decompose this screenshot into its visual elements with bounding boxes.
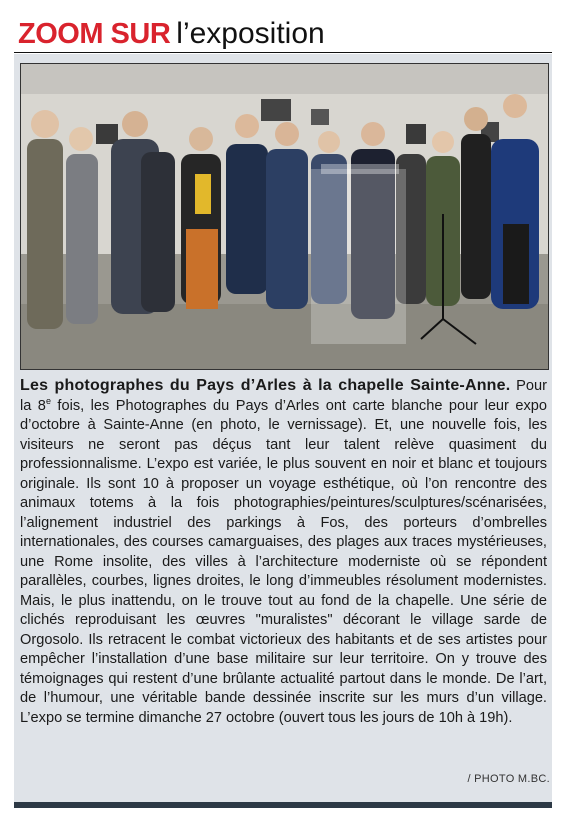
article-text: [20, 376, 547, 728]
section-kicker: ZOOM SUR: [18, 18, 171, 50]
group-photo-illustration: [21, 64, 548, 369]
photo-credit: / PHOTO M.BC.: [467, 773, 550, 785]
article-body: fois, les Photographes du Pays d’Arles ont carte blanche pour leur expo d’octobre à Sainte-Anne (en photo, le vernissage). Et, une nouvelle fois, les visiteurs ne seront pas déçus tant leur talent relève quasiment du professionnalisme. L’expo est variée, le plus souvent en noir et blanc et toujours originale. Ils sont 10 à proposer un voyage esthétique, où l’on rencontre des animaux totems à la fois photographies/peintures/sculptures/scénarisées, l’alignement industriel des parkings à Fos, des porteurs d’ombrelles internationales, des courses camarguaises, des plages aux traces mystérieuses, une Rome insolite, des villes à l’architecture moderniste où se répondent parallèles, courbes, lignes droites, le long d’immeubles résolument modernistes. Mais, le plus inattendu, on le trouve tout au fond de la chapelle. Une série de clichés reproduisant les œuvres "muralistes" décorant le village sarde de Orgosolo. Ils retracent le combat victorieux des habitants et de ses artistes pour empêcher l’installation d’une base militaire sur leur territoire. On y trouve des témoignages qui restent d’une brûlante actualité partout dans le monde. De l’art, de l’humour, une véritable bande dessinée inscrite sur les murs d’un village. L’expo se termine dimanche 27 octobre (ouvert tous les jours de 10h à 19h).: [20, 397, 548, 726]
header-rule: [14, 52, 552, 53]
article-box-bottom-bar: [14, 802, 552, 808]
ordinal-superscript: e: [45, 395, 51, 406]
article-lead: Les photographes du Pays d’Arles à la chapelle Sainte-Anne.: [20, 377, 511, 394]
section-topic: l’exposition: [176, 17, 325, 50]
article-body-start: Pour la 8: [20, 378, 547, 414]
article-header: [18, 14, 546, 54]
article-photo: [20, 63, 549, 370]
